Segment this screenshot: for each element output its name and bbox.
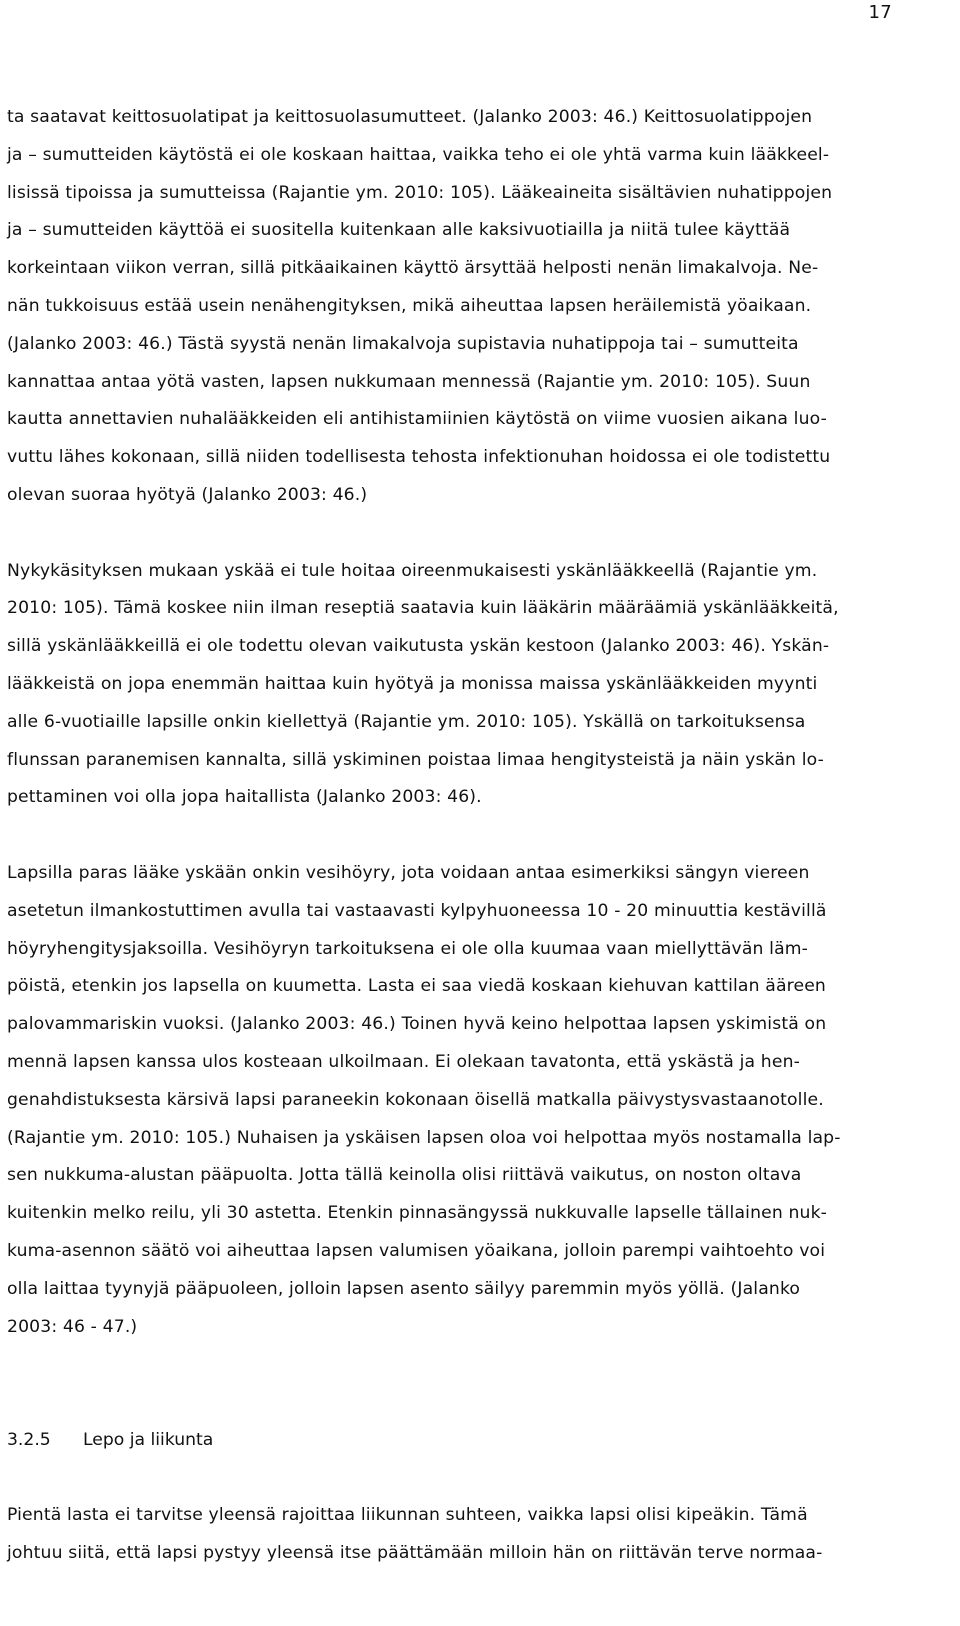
section-title: Lepo ja liikunta <box>83 1429 214 1450</box>
text-line: Lapsilla paras lääke yskään onkin vesihöyry, jota voidaan antaa esimerkiksi sängyn viereen <box>7 862 810 883</box>
text-line: johtuu siitä, että lapsi pystyy yleensä itse päättämään milloin hän on riittävän terve normaa- <box>7 1543 823 1564</box>
text-line: mennä lapsen kanssa ulos kosteaan ulkoilmaan. Ei olekaan tavatonta, että yskästä ja hen- <box>7 1051 800 1072</box>
text-line: flunssan paranemisen kannalta, sillä yskiminen poistaa limaa hengitysteistä ja näin yskän lo- <box>7 749 824 770</box>
text-line: pöistä, etenkin jos lapsella on kuumetta. Lasta ei saa viedä koskaan kiehuvan kattilan ääreen <box>7 976 826 997</box>
paragraph-spacer <box>7 1346 931 1384</box>
section-spacer <box>7 1384 931 1422</box>
text-line: ja – sumutteiden käyttöä ei suositella kuitenkaan alle kaksivuotiailla ja niitä tulee käyttää <box>7 220 791 241</box>
text-line: (Jalanko 2003: 46.) Tästä syystä nenän limakalvoja supistavia nuhatippoja tai – sumutteita <box>7 333 799 354</box>
paragraph-spacer <box>7 817 931 855</box>
text-line: kautta annettavien nuhalääkkeiden eli antihistamiinien käytöstä on viime vuosien aikana luo- <box>7 409 827 430</box>
paragraph-nasal-drops <box>7 99 931 515</box>
text-line: palovammariskin vuoksi. (Jalanko 2003: 46.) Toinen hyvä keino helpottaa lapsen yskimistä on <box>7 1014 827 1035</box>
text-line: Pientä lasta ei tarvitse yleensä rajoittaa liikunnan suhteen, vaikka lapsi olisi kipeäkin. Tämä <box>7 1505 808 1526</box>
paragraph-rest-exercise <box>7 1497 931 1573</box>
text-line: ta saatavat keittosuolatipat ja keittosuolasumutteet. (Jalanko 2003: 46.) Keittosuolatippojen <box>7 107 813 127</box>
section-heading <box>7 1422 931 1460</box>
text-line: kannattaa antaa yötä vasten, lapsen nukkumaan mennessä (Rajantie ym. 2010: 105). Suun <box>7 371 811 392</box>
text-line: Nykykäsityksen mukaan yskää ei tule hoitaa oireenmukaisesti yskänlääkkeellä (Rajantie ym. <box>7 560 818 581</box>
text-line: kuma-asennon säätö voi aiheuttaa lapsen valumisen yöaikana, jolloin parempi vaihtoehto voi <box>7 1240 826 1261</box>
section-number: 3.2.5 <box>7 1429 51 1450</box>
paragraph-spacer <box>7 515 931 553</box>
text-line: korkeintaan viikon verran, sillä pitkäaikainen käyttö ärsyttää helposti nenän limakalvoja. Ne- <box>7 258 819 279</box>
text-line: sillä yskänlääkkeillä ei ole todettu olevan vaikutusta yskän kestoon (Jalanko 2003: 46). Yskän- <box>7 636 830 657</box>
text-line: genahdistuksesta kärsivä lapsi paraneekin kokonaan öisellä matkalla päivystysvastaanotolle. <box>7 1089 824 1110</box>
text-line: höyryhengitysjaksoilla. Vesihöyryn tarkoituksena ei ole olla kuumaa vaan miellyttävän läm- <box>7 938 809 959</box>
text-line: 2010: 105). Tämä koskee niin ilman reseptiä saatavia kuin lääkärin määräämiä yskänlääkkeitä, <box>7 598 839 619</box>
text-line: asetetun ilmankostuttimen avulla tai vastaavasti kylpyhuoneessa 10 - 20 minuuttia kestävillä <box>7 900 827 921</box>
paragraph-cough-medicine <box>7 553 931 818</box>
paragraph-steam-remedy <box>7 855 931 1346</box>
text-line: vuttu lähes kokonaan, sillä niiden todellisesta tehosta infektionuhan hoidossa ei ole todistettu <box>7 447 831 468</box>
text-line: ja – sumutteiden käytöstä ei ole koskaan haittaa, vaikka teho ei ole yhtä varma kuin lääkkeel- <box>7 144 830 165</box>
text-line: sen nukkuma-alustan pääpuolta. Jotta tällä keinolla olisi riittävä vaikutus, on noston oltava <box>7 1165 802 1186</box>
text-line: nän tukkoisuus estää usein nenähengityksen, mikä aiheuttaa lapsen heräilemistä yöaikaan. <box>7 295 812 316</box>
text-line: olla laittaa tyynyjä pääpuoleen, jolloin lapsen asento säilyy paremmin myös yöllä. (Jalanko <box>7 1278 801 1299</box>
text-line: lääkkeistä on jopa enemmän haittaa kuin hyötyä ja monissa maissa yskänlääkkeiden myynti <box>7 673 818 694</box>
text-line: alle 6-vuotiaille lapsille onkin kiellettyä (Rajantie ym. 2010: 105). Yskällä on tarkoituksensa <box>7 711 806 732</box>
paragraph-spacer <box>7 1460 931 1498</box>
text-line: pettaminen voi olla jopa haitallista (Jalanko 2003: 46). <box>7 787 482 808</box>
text-line: kuitenkin melko reilu, yli 30 astetta. Etenkin pinnasängyssä nukkuvalle lapselle tällainen nuk- <box>7 1203 828 1224</box>
text-line: 2003: 46 - 47.) <box>7 1316 138 1337</box>
text-line: olevan suoraa hyötyä (Jalanko 2003: 46.) <box>7 484 368 505</box>
text-line: (Rajantie ym. 2010: 105.) Nuhaisen ja yskäisen lapsen oloa voi helpottaa myös nostamalla lap- <box>7 1127 841 1148</box>
text-line: lisissä tipoissa ja sumutteissa (Rajantie ym. 2010: 105). Lääkeaineita sisältävien nuhatippojen <box>7 182 833 203</box>
page-number: 17 <box>868 2 892 23</box>
document-body <box>7 99 931 1573</box>
